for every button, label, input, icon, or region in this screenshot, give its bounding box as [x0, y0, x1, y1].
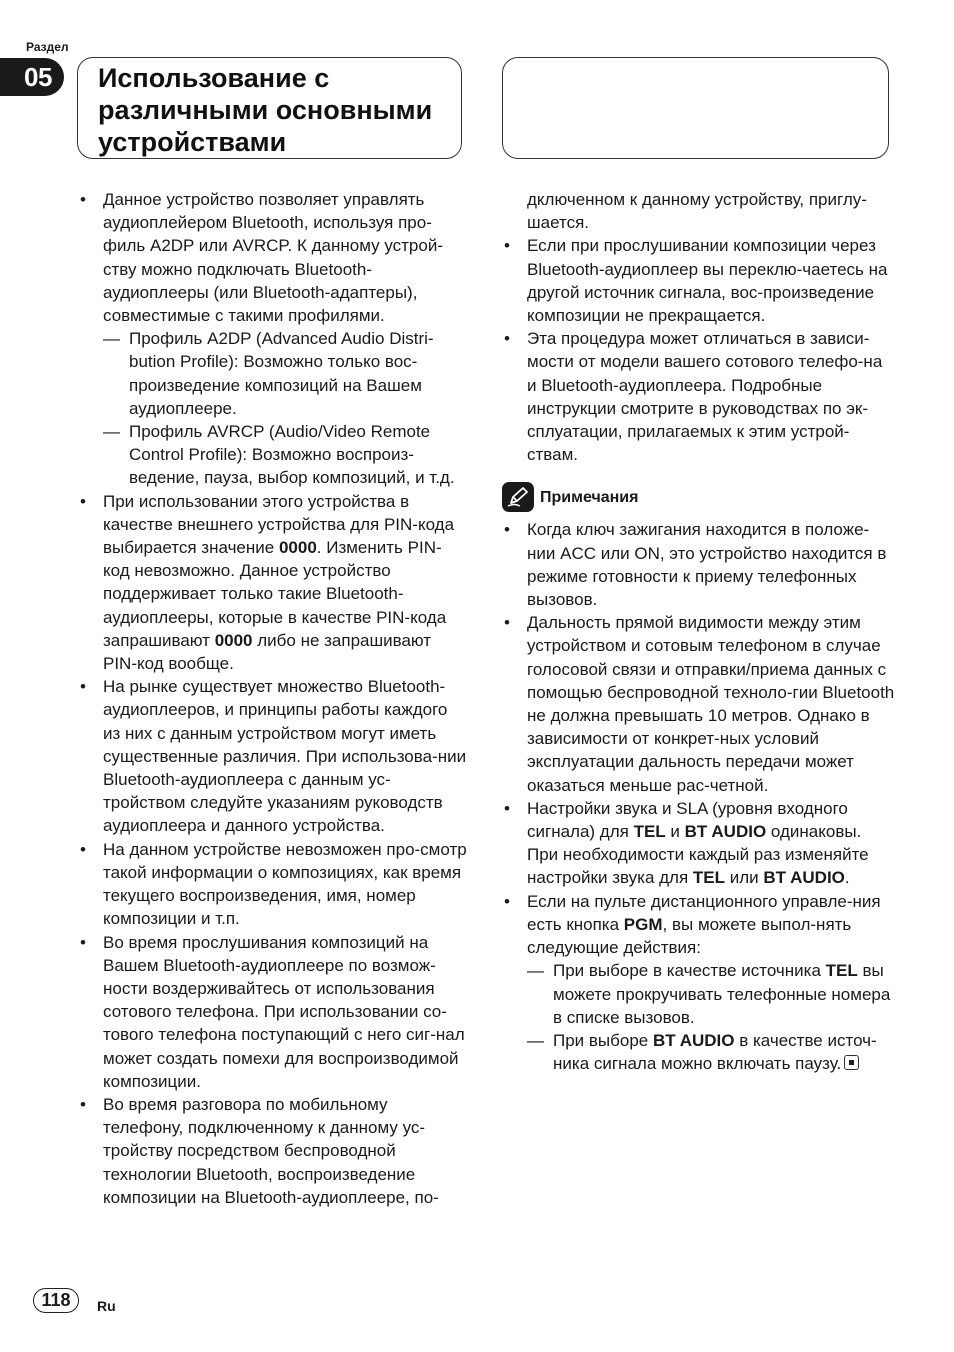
source-name: TEL — [825, 961, 858, 981]
sub-list-item — [527, 1029, 896, 1075]
list-item — [504, 890, 896, 960]
paragraph-text: На данном устройстве невозможен про-смотр такой информации о композициях, как время текущего воспроизведения, имя, номер композиции и т.п. — [103, 839, 467, 929]
pin-code: 0000 — [214, 630, 253, 650]
list-item — [504, 797, 896, 890]
list-item — [80, 931, 468, 1093]
right-column — [504, 188, 896, 1075]
dash: — — [527, 961, 544, 981]
bullet: • — [504, 798, 510, 818]
paragraph-text: Профиль AVRCP (Audio/Video Remote Control Profile): Возможно воспроиз-ведение, пауза, выбор композиций, и т.д. — [129, 422, 455, 488]
paragraph-text — [553, 959, 896, 1029]
bullet: • — [80, 839, 86, 859]
title-line-2: различными основными — [98, 95, 433, 125]
bullet: • — [80, 491, 86, 511]
title-line-1: Использование с — [98, 63, 330, 93]
bullet: • — [80, 1094, 86, 1114]
bullet: • — [504, 891, 510, 911]
sub-list-item — [103, 327, 468, 420]
sub-list-item — [527, 959, 896, 1029]
section-label: Раздел — [26, 40, 69, 54]
list-item — [504, 518, 896, 611]
continuation-text: дключенном к данному устройству, приглу-шается. — [527, 190, 867, 233]
list-item — [80, 188, 468, 327]
title-line-3: устройствами — [98, 127, 287, 157]
left-column — [80, 188, 468, 1209]
paragraph-text: Эта процедура может отличаться в зависи-мости от модели вашего сотового телефо-на и Bluetooth-аудиоплеера. Подробные инструкции смотрите в руководствах по эк-сплуатации, прилагаемых к этим устрой-ствам. — [527, 329, 883, 465]
source-name: BT AUDIO — [652, 1030, 735, 1050]
text-run: либо не запрашивают PIN-код вообще. — [103, 630, 432, 674]
list-item — [80, 490, 468, 676]
bullet: • — [504, 236, 510, 256]
page-title — [98, 62, 432, 158]
paragraph-text: На рынке существует множество Bluetooth-аудиоплееров, и принципы работы каждого из них с данным устройством могут иметь существенные различия. При использова-нии Bluetooth-аудиоплеера с данным ус-тройством следуйте указаниям руководств аудиоплеера и данного устройства. — [103, 677, 467, 836]
paragraph-text — [103, 490, 468, 676]
pin-code: 0000 — [278, 538, 317, 558]
bullet: • — [80, 677, 86, 697]
text-run: При использовании этого устройства в качестве внешнего устройства для PIN-кода выбирается значение — [103, 491, 455, 558]
list-item — [80, 675, 468, 837]
dash: — — [103, 329, 120, 349]
bullet: • — [504, 329, 510, 349]
bullet: • — [504, 613, 510, 633]
paragraph-text: Профиль A2DP (Advanced Audio Distri-bution Profile): Возможно только вос-произведение композиций на Вашем аудиоплеере. — [129, 329, 434, 418]
bullet: • — [504, 520, 510, 540]
paragraph-text: Если при прослушивании композиции через Bluetooth-аудиоплеер вы переклю-чаетесь на другой источник сигнала, вос-произведение композиции не прекращается. — [527, 236, 888, 326]
paragraph-text: Когда ключ зажигания находится в положе-нии ACC или ON, это устройство находится в режиме готовности к приему телефонных вызовов. — [527, 520, 887, 610]
text-run: вы можете прокручивать телефонные номера в списке вызовов. — [553, 961, 891, 1027]
list-item — [504, 611, 896, 797]
language-code: Ru — [97, 1298, 116, 1314]
end-of-section-icon — [844, 1055, 859, 1070]
text-run: При выборе — [553, 1030, 653, 1050]
bullet: • — [80, 190, 86, 209]
bullet: • — [80, 932, 86, 952]
notes-heading — [504, 482, 896, 512]
source-name: TEL — [692, 868, 726, 888]
text-run: в качестве источ-ника сигнала можно включать паузу. — [553, 1030, 877, 1074]
pencil-note-icon — [502, 482, 534, 512]
text-run: При выборе в качестве источника — [553, 961, 826, 981]
notes-label: Примечания — [540, 488, 639, 506]
source-name: BT AUDIO — [763, 868, 845, 888]
text-run: и — [665, 822, 685, 842]
source-name: BT AUDIO — [684, 822, 767, 842]
paragraph-text — [553, 1029, 896, 1075]
paragraph-text — [527, 890, 896, 960]
list-item — [80, 838, 468, 931]
sub-list-item — [103, 420, 468, 490]
paragraph-text — [527, 797, 896, 890]
page-number: 118 — [33, 1288, 79, 1313]
dash: — — [527, 1030, 544, 1050]
blank-header-box — [502, 57, 889, 159]
list-item — [504, 234, 896, 327]
paragraph-text: Дальность прямой видимости между этим устройством и сотовым телефоном в случае голосовой связи и отправки/приема данных с помощью беспроводной техноло-гии Bluetooth не должна превышать 10 метров. Однако в зависимости от конкрет-ных условий эксплуатации дальность передачи может оказаться меньше рас-четной. — [527, 613, 895, 795]
paragraph-text: Во время прослушивания композиций на Вашем Bluetooth-аудиоплеере по возмож-ности воздерживайтесь от использования сотового телефона. При использовании со-тового телефона поступающий с него сиг-нал может создать помехи для воспроизводимой композиции. — [103, 932, 465, 1091]
section-number-tab: 05 — [0, 58, 64, 96]
paragraph-text: Во время разговора по мобильному телефону, подключенному к данному ус-тройству посредством беспроводной технологии Bluetooth, воспроизведение композиции на Bluetooth-аудиоплеере, по- — [103, 1094, 439, 1207]
text-run: Если на пульте дистанционного управле-ния есть кнопка — [527, 891, 881, 934]
text-run: одинаковы. При необходимости каждый раз изменяйте настройки звука для — [527, 822, 869, 888]
text-run: Настройки звука и SLA (уровня входного сигнала) для — [527, 798, 848, 842]
list-item — [504, 327, 896, 466]
dash: — — [103, 422, 120, 442]
list-item — [80, 1093, 468, 1209]
paragraph-text: Данное устройство позволяет управлять аудиоплейером Bluetooth, используя про-филь A2DP или AVRCP. К данному устрой-ству можно подключать Bluetooth-аудиоплееры (или Bluetooth-адаптеры), совместимые с такими профилями. — [103, 190, 443, 326]
text-run: , вы можете выпол-нять следующие действия: — [527, 914, 852, 958]
source-name: TEL — [633, 822, 666, 842]
button-name: PGM — [623, 914, 663, 934]
text-run: . Изменить PIN-код невозможно. Данное устройство поддерживает только такие Bluetooth-аудиоплееры, которые в качестве PIN-кода запрашивают — [103, 538, 447, 650]
text-run: . — [844, 868, 850, 888]
title-box — [77, 57, 462, 159]
text-run: или — [725, 868, 764, 888]
